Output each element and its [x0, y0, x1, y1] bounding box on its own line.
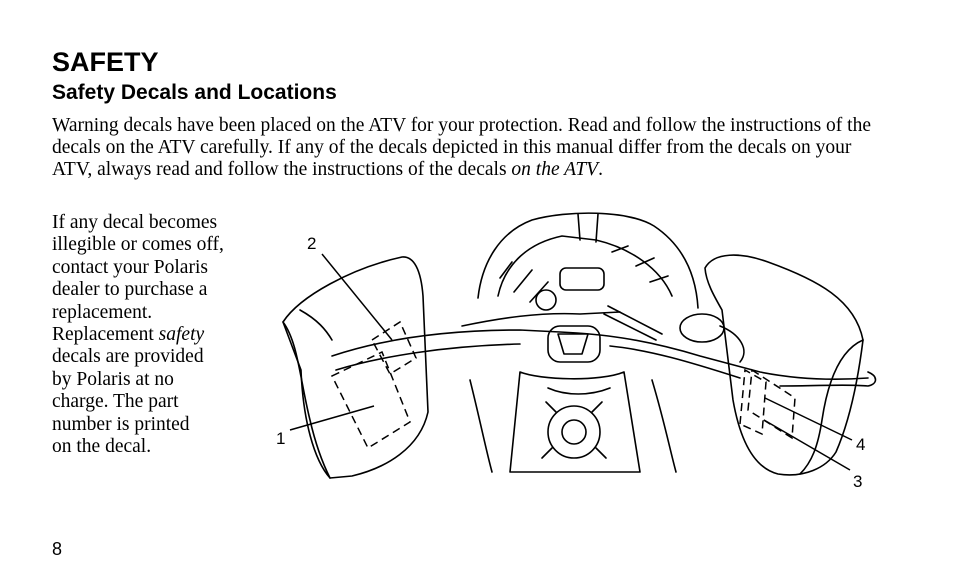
right-fender-drawing: [705, 255, 866, 475]
callout-1: 1: [276, 429, 286, 448]
atv-decal-locations-illustration: [270, 210, 880, 495]
callout-3: 3: [853, 472, 863, 491]
side-text-line: If any decal becomes: [52, 212, 218, 233]
section-subtitle: Safety Decals and Locations: [52, 81, 337, 104]
leader-line-3: [764, 420, 850, 470]
callout-2: 2: [307, 234, 317, 253]
side-text-emphasis: safety: [158, 324, 205, 346]
intro-end: .: [598, 159, 603, 180]
side-text-line: [52, 324, 267, 346]
page-number: 8: [52, 539, 63, 559]
side-text-line: by Polaris at no: [52, 368, 174, 390]
leader-line-1: [290, 406, 374, 430]
side-text-line: dealer to purchase a: [52, 279, 208, 301]
atv-body-drawing: [462, 213, 698, 326]
intro-emphasis: on the ATV: [511, 159, 599, 180]
intro-text: Warning decals have been placed on the ATV for your protection. Read and follow the instructions of the decals on the ATV carefully. If any of the decals depicted in this manual differ from the decals on your ATV, always read and follow the instructions of the decals: [52, 115, 871, 180]
side-text-line: number is printed: [52, 413, 190, 435]
left-fender-drawing: [283, 257, 428, 478]
decal-outline-1: [332, 352, 410, 448]
side-text-line: charge. The part: [52, 391, 179, 413]
decal-outline-4: [748, 370, 795, 438]
decal-replacement-text: [52, 212, 267, 458]
front-grille-drawing: [470, 372, 676, 472]
decal-outline-2: [372, 322, 416, 374]
side-text-line: replacement.: [52, 301, 153, 323]
section-title: SAFETY: [52, 47, 159, 77]
side-text-line: contact your Polaris: [52, 256, 208, 278]
decal-outline-3: [740, 370, 766, 434]
leader-line-4: [765, 398, 852, 440]
side-text-fragment: Replacement: [52, 324, 159, 346]
intro-paragraph: [52, 115, 892, 181]
handlebar-drawing: [332, 306, 876, 386]
callout-4: 4: [856, 435, 866, 454]
leader-line-2: [322, 254, 392, 340]
side-text-line: on the decal.: [52, 436, 152, 458]
side-text-line: decals are provided: [52, 346, 204, 368]
side-text-line: illegible or comes off,: [52, 234, 224, 256]
